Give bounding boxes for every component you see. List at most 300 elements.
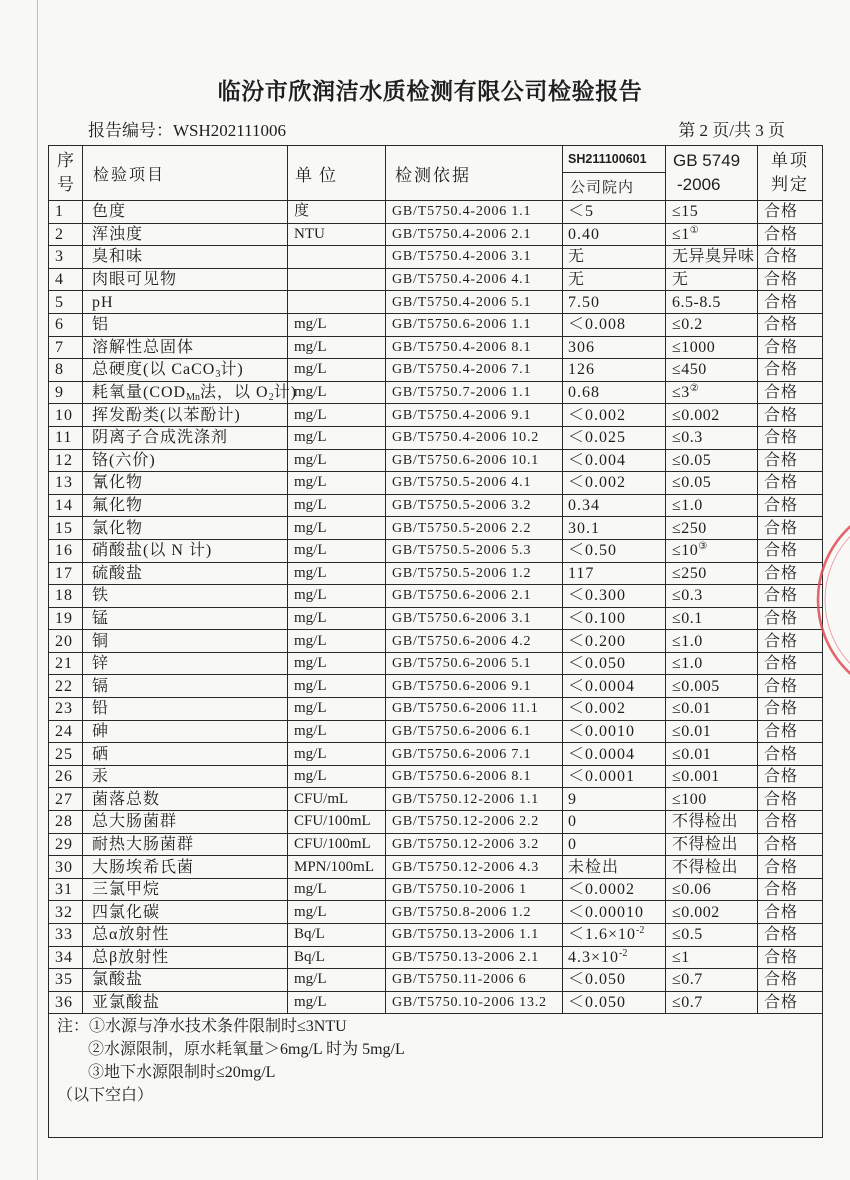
item-cell: 锰 xyxy=(83,607,288,630)
limit-text: ≤1 xyxy=(672,225,690,243)
header-standard xyxy=(666,146,758,201)
seq-cell: 34 xyxy=(49,946,83,969)
method-cell: GB/T5750.5-2006 4.1 xyxy=(386,472,563,495)
item-cell: 硫酸盐 xyxy=(83,562,288,585)
judgement-cell: 合格 xyxy=(758,924,823,947)
limit-superscript: ② xyxy=(689,383,699,395)
table-row xyxy=(49,268,823,291)
seq-cell: 7 xyxy=(49,336,83,359)
table-row xyxy=(49,698,823,721)
result-cell: ＜0.200 xyxy=(563,630,666,653)
judgement-cell: 合格 xyxy=(758,585,823,608)
header-standard-line: GB 5749 xyxy=(673,151,741,170)
item-cell: 氰化物 xyxy=(83,472,288,495)
method-cell: GB/T5750.6-2006 10.1 xyxy=(386,449,563,472)
limit-cell: 6.5-8.5 xyxy=(666,291,758,314)
seq-cell: 15 xyxy=(49,517,83,540)
judgement-cell: 合格 xyxy=(758,991,823,1014)
table-row xyxy=(49,517,823,540)
method-cell: GB/T5750.4-2006 2.1 xyxy=(386,223,563,246)
item-cell: 四氯化碳 xyxy=(83,901,288,924)
result-text: 4.3×10 xyxy=(568,948,620,966)
limit-cell: ≤0.5 xyxy=(666,924,758,947)
judgement-cell: 合格 xyxy=(758,878,823,901)
result-cell: 306 xyxy=(563,336,666,359)
judgement-cell: 合格 xyxy=(758,698,823,721)
judgement-cell: 合格 xyxy=(758,494,823,517)
judgement-cell: 合格 xyxy=(758,449,823,472)
table-row xyxy=(49,969,823,992)
limit-cell: ≤1.0 xyxy=(666,494,758,517)
unit-cell: mg/L xyxy=(288,517,386,540)
item-subscript: Mn xyxy=(186,392,201,404)
header-sample-id: SH211100601 xyxy=(563,146,666,173)
result-cell: 0 xyxy=(563,833,666,856)
table-row xyxy=(49,246,823,269)
header-judgement-line: 单项 xyxy=(771,151,809,170)
item-cell: 硝酸盐(以 N 计) xyxy=(83,539,288,562)
seq-cell: 11 xyxy=(49,426,83,449)
header-item: 检验项目 xyxy=(83,146,288,201)
result-cell: ＜0.002 xyxy=(563,404,666,427)
seq-cell: 20 xyxy=(49,630,83,653)
item-cell: 挥发酚类(以苯酚计) xyxy=(83,404,288,427)
table-row xyxy=(49,946,823,969)
item-cell: 臭和味 xyxy=(83,246,288,269)
seq-cell: 36 xyxy=(49,991,83,1014)
result-cell: ＜0.050 xyxy=(563,991,666,1014)
unit-cell: Bq/L xyxy=(288,924,386,947)
seq-cell: 29 xyxy=(49,833,83,856)
unit-cell: mg/L xyxy=(288,630,386,653)
unit-cell: mg/L xyxy=(288,901,386,924)
header-seq xyxy=(49,146,83,201)
seq-cell: 21 xyxy=(49,652,83,675)
seq-cell: 13 xyxy=(49,472,83,495)
item-cell: 三氯甲烷 xyxy=(83,878,288,901)
result-cell: 0 xyxy=(563,811,666,834)
item-cell: 氟化物 xyxy=(83,494,288,517)
seq-cell: 18 xyxy=(49,585,83,608)
limit-cell: ≤0.01 xyxy=(666,720,758,743)
item-cell: 总大肠菌群 xyxy=(83,811,288,834)
unit-cell: mg/L xyxy=(288,878,386,901)
method-cell: GB/T5750.6-2006 9.1 xyxy=(386,675,563,698)
seq-cell: 4 xyxy=(49,268,83,291)
unit-cell: mg/L xyxy=(288,359,386,382)
method-cell: GB/T5750.6-2006 1.1 xyxy=(386,313,563,336)
judgement-cell: 合格 xyxy=(758,336,823,359)
judgement-cell: 合格 xyxy=(758,562,823,585)
unit-cell: mg/L xyxy=(288,539,386,562)
method-cell: GB/T5750.7-2006 1.1 xyxy=(386,381,563,404)
table-body xyxy=(49,201,823,1014)
result-cell: ＜0.025 xyxy=(563,426,666,449)
header-method: 检测依据 xyxy=(386,146,563,201)
item-cell: 铬(六价) xyxy=(83,449,288,472)
limit-cell: ≤0.01 xyxy=(666,743,758,766)
notes-cell xyxy=(49,1014,823,1138)
judgement-cell: 合格 xyxy=(758,946,823,969)
unit-cell: mg/L xyxy=(288,969,386,992)
seq-cell: 24 xyxy=(49,720,83,743)
method-cell: GB/T5750.6-2006 3.1 xyxy=(386,607,563,630)
result-cell: 30.1 xyxy=(563,517,666,540)
item-cell: 氯化物 xyxy=(83,517,288,540)
item-cell: 镉 xyxy=(83,675,288,698)
item-cell: 大肠埃希氏菌 xyxy=(83,856,288,879)
item-cell: 锌 xyxy=(83,652,288,675)
method-cell: GB/T5750.6-2006 8.1 xyxy=(386,765,563,788)
unit-cell: mg/L xyxy=(288,675,386,698)
table-row xyxy=(49,630,823,653)
note-line: ②水源限制，原水耗氧量＞6mg/L 时为 5mg/L xyxy=(88,1041,405,1059)
table-row xyxy=(49,223,823,246)
item-cell: 阴离子合成洗涤剂 xyxy=(83,426,288,449)
judgement-cell: 合格 xyxy=(758,833,823,856)
unit-cell: mg/L xyxy=(288,336,386,359)
method-cell: GB/T5750.5-2006 5.3 xyxy=(386,539,563,562)
unit-cell: mg/L xyxy=(288,585,386,608)
results-table xyxy=(48,145,823,1138)
seq-cell: 12 xyxy=(49,449,83,472)
judgement-cell: 合格 xyxy=(758,291,823,314)
judgement-cell: 合格 xyxy=(758,856,823,879)
unit-cell: mg/L xyxy=(288,607,386,630)
result-cell: ＜0.008 xyxy=(563,313,666,336)
note-line: 注：①水源与净水技术条件限制时≤3NTU xyxy=(57,1018,347,1036)
limit-cell xyxy=(666,539,758,562)
unit-cell: mg/L xyxy=(288,698,386,721)
seq-cell: 6 xyxy=(49,313,83,336)
header-judgement xyxy=(758,146,823,201)
table-row xyxy=(49,449,823,472)
unit-cell xyxy=(288,268,386,291)
item-cell: 铁 xyxy=(83,585,288,608)
seq-cell: 25 xyxy=(49,743,83,766)
item-cell: 铝 xyxy=(83,313,288,336)
result-cell: ＜0.004 xyxy=(563,449,666,472)
method-cell: GB/T5750.12-2006 2.2 xyxy=(386,811,563,834)
limit-cell: 不得检出 xyxy=(666,833,758,856)
method-cell: GB/T5750.8-2006 1.2 xyxy=(386,901,563,924)
judgement-cell: 合格 xyxy=(758,223,823,246)
judgement-cell: 合格 xyxy=(758,426,823,449)
header-seq-line: 号 xyxy=(57,175,74,194)
report-number: 报告编号：WSH202111006 xyxy=(88,121,287,140)
item-cell: 耐热大肠菌群 xyxy=(83,833,288,856)
header-standard-line: -2006 xyxy=(677,175,721,194)
judgement-cell: 合格 xyxy=(758,720,823,743)
method-cell: GB/T5750.13-2006 2.1 xyxy=(386,946,563,969)
limit-cell: ≤0.002 xyxy=(666,901,758,924)
table-row xyxy=(49,607,823,630)
unit-cell: mg/L xyxy=(288,494,386,517)
limit-cell: ≤0.05 xyxy=(666,449,758,472)
result-cell: ＜0.300 xyxy=(563,585,666,608)
method-cell: GB/T5750.6-2006 5.1 xyxy=(386,652,563,675)
limit-cell: ≤0.05 xyxy=(666,472,758,495)
method-cell: GB/T5750.4-2006 1.1 xyxy=(386,201,563,224)
seq-cell: 16 xyxy=(49,539,83,562)
seq-cell: 19 xyxy=(49,607,83,630)
judgement-cell: 合格 xyxy=(758,539,823,562)
method-cell: GB/T5750.6-2006 11.1 xyxy=(386,698,563,721)
limit-cell: ≤0.2 xyxy=(666,313,758,336)
method-cell: GB/T5750.6-2006 6.1 xyxy=(386,720,563,743)
table-row xyxy=(49,291,823,314)
unit-cell: NTU xyxy=(288,223,386,246)
limit-cell: ≤0.3 xyxy=(666,426,758,449)
result-cell: ＜0.002 xyxy=(563,698,666,721)
unit-cell: mg/L xyxy=(288,652,386,675)
table-row xyxy=(49,494,823,517)
judgement-cell: 合格 xyxy=(758,201,823,224)
limit-cell: ≤0.06 xyxy=(666,878,758,901)
item-text: 总硬度(以 CaCO xyxy=(92,361,216,379)
seq-cell: 5 xyxy=(49,291,83,314)
unit-cell: mg/L xyxy=(288,562,386,585)
result-superscript: -2 xyxy=(619,947,628,959)
unit-cell: CFU/100mL xyxy=(288,811,386,834)
result-cell: ＜0.0004 xyxy=(563,675,666,698)
table-row xyxy=(49,359,823,382)
limit-cell: ≤0.001 xyxy=(666,765,758,788)
unit-cell: CFU/mL xyxy=(288,788,386,811)
method-cell: GB/T5750.12-2006 1.1 xyxy=(386,788,563,811)
unit-cell: mg/L xyxy=(288,313,386,336)
limit-cell: ≤0.01 xyxy=(666,698,758,721)
table-row xyxy=(49,336,823,359)
seq-cell: 14 xyxy=(49,494,83,517)
seq-cell: 32 xyxy=(49,901,83,924)
table-row xyxy=(49,743,823,766)
item-text: 耗氧量(COD xyxy=(92,384,187,402)
method-cell: GB/T5750.10-2006 1 xyxy=(386,878,563,901)
item-cell: 菌落总数 xyxy=(83,788,288,811)
table-row xyxy=(49,924,823,947)
seq-cell: 26 xyxy=(49,765,83,788)
result-cell: 0.34 xyxy=(563,494,666,517)
limit-cell: ≤0.7 xyxy=(666,991,758,1014)
result-cell: ＜0.002 xyxy=(563,472,666,495)
table-row xyxy=(49,201,823,224)
limit-superscript: ③ xyxy=(698,541,708,553)
result-cell: ＜0.00010 xyxy=(563,901,666,924)
limit-cell: ≤1 xyxy=(666,946,758,969)
item-text: 计) xyxy=(273,384,297,402)
table-row xyxy=(49,811,823,834)
result-cell: 7.50 xyxy=(563,291,666,314)
table-row xyxy=(49,765,823,788)
result-cell: ＜0.050 xyxy=(563,652,666,675)
table-row xyxy=(49,313,823,336)
unit-cell: Bq/L xyxy=(288,946,386,969)
unit-cell: mg/L xyxy=(288,472,386,495)
limit-cell xyxy=(666,381,758,404)
result-cell: 0.68 xyxy=(563,381,666,404)
unit-cell: mg/L xyxy=(288,449,386,472)
item-cell: 总α放射性 xyxy=(83,924,288,947)
table-row xyxy=(49,675,823,698)
result-cell: ＜0.0002 xyxy=(563,878,666,901)
header-judgement-line: 判定 xyxy=(771,175,809,194)
table-row xyxy=(49,539,823,562)
judgement-cell: 合格 xyxy=(758,404,823,427)
limit-cell: ≤1000 xyxy=(666,336,758,359)
result-cell: ＜0.0001 xyxy=(563,765,666,788)
method-cell: GB/T5750.5-2006 1.2 xyxy=(386,562,563,585)
item-cell: 总β放射性 xyxy=(83,946,288,969)
unit-cell: CFU/100mL xyxy=(288,833,386,856)
judgement-cell: 合格 xyxy=(758,359,823,382)
item-cell: 铜 xyxy=(83,630,288,653)
limit-cell xyxy=(666,223,758,246)
limit-cell: ≤0.1 xyxy=(666,607,758,630)
method-cell: GB/T5750.4-2006 3.1 xyxy=(386,246,563,269)
limit-text: ≤3 xyxy=(672,384,690,402)
result-cell: 未检出 xyxy=(563,856,666,879)
item-text: 计) xyxy=(220,361,244,379)
result-cell xyxy=(563,924,666,947)
table-row xyxy=(49,652,823,675)
unit-cell: 度 xyxy=(288,201,386,224)
limit-cell: 不得检出 xyxy=(666,811,758,834)
judgement-cell: 合格 xyxy=(758,268,823,291)
limit-cell: ≤450 xyxy=(666,359,758,382)
red-seal-stamp xyxy=(815,505,850,695)
limit-cell: ≤15 xyxy=(666,201,758,224)
seq-cell: 9 xyxy=(49,381,83,404)
judgement-cell: 合格 xyxy=(758,811,823,834)
item-cell: 浑浊度 xyxy=(83,223,288,246)
item-cell: 铅 xyxy=(83,698,288,721)
judgement-cell: 合格 xyxy=(758,901,823,924)
report-title: 临汾市欣润洁水质检测有限公司检验报告 xyxy=(217,79,643,105)
method-cell: GB/T5750.11-2006 6 xyxy=(386,969,563,992)
limit-text: ≤10 xyxy=(672,542,699,560)
table-row xyxy=(49,720,823,743)
item-subscript: 3 xyxy=(215,369,221,381)
result-cell: ＜5 xyxy=(563,201,666,224)
blank-below-note: （以下空白） xyxy=(57,1087,154,1105)
judgement-cell: 合格 xyxy=(758,630,823,653)
seq-cell: 2 xyxy=(49,223,83,246)
method-cell: GB/T5750.6-2006 2.1 xyxy=(386,585,563,608)
header-sample-location: 公司院内 xyxy=(563,173,666,201)
table-row xyxy=(49,878,823,901)
seq-cell: 3 xyxy=(49,246,83,269)
table-row xyxy=(49,426,823,449)
unit-cell: mg/L xyxy=(288,404,386,427)
item-cell: 肉眼可见物 xyxy=(83,268,288,291)
item-cell xyxy=(83,381,297,404)
seq-cell: 27 xyxy=(49,788,83,811)
method-cell: GB/T5750.6-2006 4.2 xyxy=(386,630,563,653)
limit-cell: ≤0.3 xyxy=(666,585,758,608)
method-cell: GB/T5750.5-2006 2.2 xyxy=(386,517,563,540)
limit-cell: ≤250 xyxy=(666,562,758,585)
unit-cell: mg/L xyxy=(288,720,386,743)
method-cell: GB/T5750.6-2006 7.1 xyxy=(386,743,563,766)
limit-cell: ≤0.002 xyxy=(666,404,758,427)
notes-row xyxy=(49,1014,823,1138)
note-line: ③地下水源限制时≤20mg/L xyxy=(88,1064,276,1082)
limit-cell: 无 xyxy=(666,268,758,291)
result-cell: 0.40 xyxy=(563,223,666,246)
seq-cell: 35 xyxy=(49,969,83,992)
limit-cell: ≤1.0 xyxy=(666,630,758,653)
method-cell: GB/T5750.4-2006 10.2 xyxy=(386,426,563,449)
item-cell: pH xyxy=(83,291,288,314)
seq-cell: 22 xyxy=(49,675,83,698)
table-row xyxy=(49,381,823,404)
result-cell: ＜0.0004 xyxy=(563,743,666,766)
result-cell: 无 xyxy=(563,268,666,291)
limit-cell: ≤0.005 xyxy=(666,675,758,698)
item-cell: 砷 xyxy=(83,720,288,743)
result-cell: ＜0.50 xyxy=(563,539,666,562)
table-row xyxy=(49,788,823,811)
seq-cell: 8 xyxy=(49,359,83,382)
limit-cell: 不得检出 xyxy=(666,856,758,879)
limit-superscript: ① xyxy=(689,224,699,236)
judgement-cell: 合格 xyxy=(758,313,823,336)
table-row xyxy=(49,585,823,608)
table-row xyxy=(49,856,823,879)
unit-cell: MPN/100mL xyxy=(288,856,386,879)
seq-cell: 10 xyxy=(49,404,83,427)
unit-cell xyxy=(288,291,386,314)
seq-cell: 31 xyxy=(49,878,83,901)
table-row xyxy=(49,472,823,495)
method-cell: GB/T5750.4-2006 5.1 xyxy=(386,291,563,314)
result-cell: 126 xyxy=(563,359,666,382)
seq-cell: 33 xyxy=(49,924,83,947)
result-cell xyxy=(563,946,666,969)
header-unit: 单位 xyxy=(288,146,386,201)
judgement-cell: 合格 xyxy=(758,743,823,766)
limit-cell: ≤100 xyxy=(666,788,758,811)
unit-cell: mg/L xyxy=(288,743,386,766)
judgement-cell: 合格 xyxy=(758,788,823,811)
header-row xyxy=(49,146,823,173)
result-text: ＜1.6×10 xyxy=(568,926,637,944)
judgement-cell: 合格 xyxy=(758,969,823,992)
method-cell: GB/T5750.4-2006 4.1 xyxy=(386,268,563,291)
method-cell: GB/T5750.4-2006 9.1 xyxy=(386,404,563,427)
unit-cell xyxy=(288,246,386,269)
limit-cell: ≤0.7 xyxy=(666,969,758,992)
judgement-cell: 合格 xyxy=(758,517,823,540)
method-cell: GB/T5750.5-2006 3.2 xyxy=(386,494,563,517)
seq-cell: 1 xyxy=(49,201,83,224)
item-cell: 硒 xyxy=(83,743,288,766)
item-cell: 汞 xyxy=(83,765,288,788)
unit-cell: mg/L xyxy=(288,991,386,1014)
method-cell: GB/T5750.12-2006 3.2 xyxy=(386,833,563,856)
judgement-cell: 合格 xyxy=(758,607,823,630)
item-cell: 亚氯酸盐 xyxy=(83,991,288,1014)
limit-cell: 无异臭异味 xyxy=(666,246,758,269)
item-cell: 溶解性总固体 xyxy=(83,336,288,359)
seq-cell: 28 xyxy=(49,811,83,834)
judgement-cell: 合格 xyxy=(758,652,823,675)
item-subscript: 2 xyxy=(268,392,274,404)
result-cell: 117 xyxy=(563,562,666,585)
method-cell: GB/T5750.10-2006 13.2 xyxy=(386,991,563,1014)
table-row xyxy=(49,901,823,924)
